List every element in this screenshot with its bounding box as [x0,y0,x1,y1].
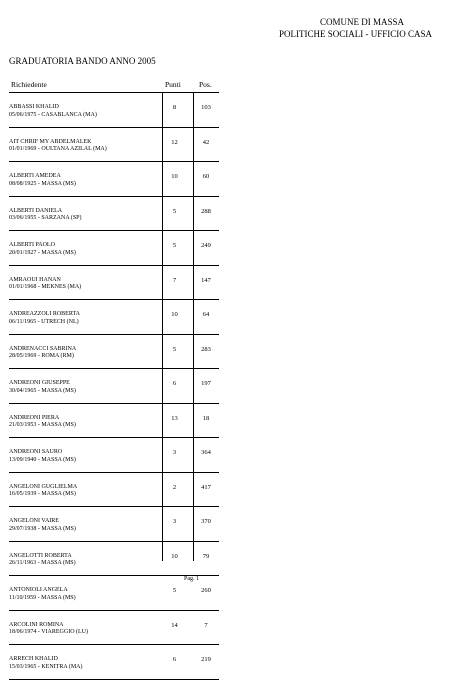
pos-cell: 417 [201,483,211,491]
applicant-cell [9,139,107,154]
applicant-name: ALBERTI AMEDEA [9,173,61,179]
applicant-cell [9,242,76,257]
punti-cell: 6 [172,656,177,663]
applicant-cell [9,346,76,361]
applicant-cell [9,656,83,671]
table-row [9,473,219,508]
applicant-name: ANDREONI GIUSEPPE [9,380,70,386]
table-row [9,404,219,439]
applicant-cell [9,380,76,395]
punti-cell: 5 [172,345,177,353]
applicant-name: ANDREAZZOLI ROBERTA [9,311,80,317]
applicant-birth-info: 03/06/1955 - SARZANA (SP) [9,215,82,221]
applicant-cell [9,173,76,188]
table-row [9,197,219,232]
applicant-cell [9,553,76,568]
applicant-birth-info: 06/11/1965 - UTRECH (NL) [9,318,79,325]
applicant-name: ALBERTI PAOLO [9,242,55,248]
applicant-birth-info: 21/03/1953 - MASSA (MS) [9,422,76,428]
pos-cell: 364 [201,449,211,456]
column-header-richiedente: Richiedente [11,80,47,89]
header-comune: COMUNE DI MASSA [319,17,404,27]
table-row [9,93,219,128]
pos-cell: 147 [201,276,211,284]
table-row [9,335,219,370]
applicant-cell [9,104,97,119]
table-row [9,507,219,542]
punti-cell: 6 [172,380,177,387]
applicant-birth-info: 13/09/1940 - MASSA (MS) [9,456,76,463]
applicant-birth-info: 11/10/1959 - MASSA (MS) [9,594,76,601]
applicant-birth-info: 15/03/1965 - KENITRA (MA) [9,663,83,670]
applicant-cell [9,484,77,499]
column-header-punti: Punti [165,80,181,89]
pos-cell: 7 [204,621,208,629]
applicant-cell [9,277,81,292]
applicant-birth-info: 28/05/1969 - ROMA (RM) [9,353,74,359]
pos-cell: 18 [202,414,210,422]
pos-cell: 260 [201,587,211,594]
applicant-birth-info: 20/01/1927 - MASSA (MS) [9,249,76,256]
punti-cell: 5 [172,587,177,594]
punti-cell: 3 [172,449,177,456]
pos-cell: 219 [201,656,211,663]
applicant-birth-info: 08/08/1925 - MASSA (MS) [9,180,76,187]
column-header-pos: Pos. [199,80,212,89]
applicant-birth-info: 30/04/1965 - MASSA (MS) [9,387,76,394]
table-row [9,542,219,577]
applicant-name: AIT CHRIF MY ABDELMALEK [9,138,92,145]
applicant-cell [9,311,80,326]
applicant-name: ARRECH KHALID [9,656,58,662]
applicant-name: ARCOLINI ROMINA [9,621,64,628]
applicant-name: ANDREONI PIERA [9,414,60,421]
punti-cell: 2 [172,483,177,491]
document-title: GRADUATORIA BANDO ANNO 2005 [9,56,156,66]
header-ufficio: POLITICHE SOCIALI - UFFICIO CASA [278,29,432,39]
applicant-name: ALBERTI DANIELA [9,207,63,214]
applicant-name: AMRAOUI HANAN [9,276,61,283]
punti-cell: 8 [172,104,177,111]
table-row [9,128,219,163]
punti-cell: 7 [172,276,177,284]
table-row [9,300,219,335]
punti-cell: 10 [171,311,178,318]
applicant-name: ANGELONI VAIRE [9,518,59,524]
applicant-cell [9,415,76,430]
applicant-cell [9,587,76,602]
pos-cell: 64 [202,311,210,318]
ranking-table [9,92,219,680]
applicant-birth-info: 01/01/1968 - MEKNES (MA) [9,284,82,290]
punti-cell: 5 [172,207,177,215]
applicant-cell [9,208,82,223]
table-row [9,231,219,266]
applicant-birth-info: 26/11/1963 - MASSA (MS) [9,560,76,566]
applicant-name: ANDRENACCI SABRINA [9,345,77,352]
pos-cell: 42 [202,138,210,146]
punti-cell: 10 [171,173,178,180]
pos-cell: 288 [201,207,211,215]
applicant-birth-info: 18/06/1974 - VIAREGGIO (LU) [9,629,89,635]
applicant-name: ANGELONI GUGLIELMA [9,483,78,490]
applicant-birth-info: 29/07/1938 - MASSA (MS) [9,525,76,532]
applicant-cell [9,449,76,464]
applicant-name: ANDREONI SAURO [9,449,63,455]
applicant-name: ABBASSI KHALID [9,104,59,110]
applicant-name: ANGELOTTI ROBERTA [9,552,72,559]
table-row [9,266,219,301]
table-row [9,369,219,404]
table-row [9,162,219,197]
page-number: Pag. 1 [184,576,199,582]
applicant-birth-info: 01/01/1969 - OULTANA AZILAL (MA) [9,146,107,152]
punti-cell: 14 [171,621,178,629]
pos-cell: 103 [201,104,211,111]
applicant-name: ANTONIOLI ANGELA [9,587,68,593]
pos-cell: 60 [202,173,210,180]
punti-cell: 12 [171,138,178,146]
table-row [9,645,219,680]
punti-cell: 3 [172,518,177,525]
table-row [9,438,219,473]
applicant-cell [9,518,76,533]
punti-cell: 5 [172,242,177,249]
pos-cell: 79 [202,552,210,560]
punti-cell: 13 [171,414,178,422]
applicant-cell [9,622,88,637]
pos-cell: 370 [201,518,211,525]
punti-cell: 10 [171,552,178,560]
pos-cell: 283 [201,345,211,353]
applicant-birth-info: 16/05/1939 - MASSA (MS) [9,491,76,497]
applicant-birth-info: 05/06/1975 - CASABLANCA (MA) [9,111,97,118]
pos-cell: 249 [201,242,211,249]
pos-cell: 197 [201,380,211,387]
